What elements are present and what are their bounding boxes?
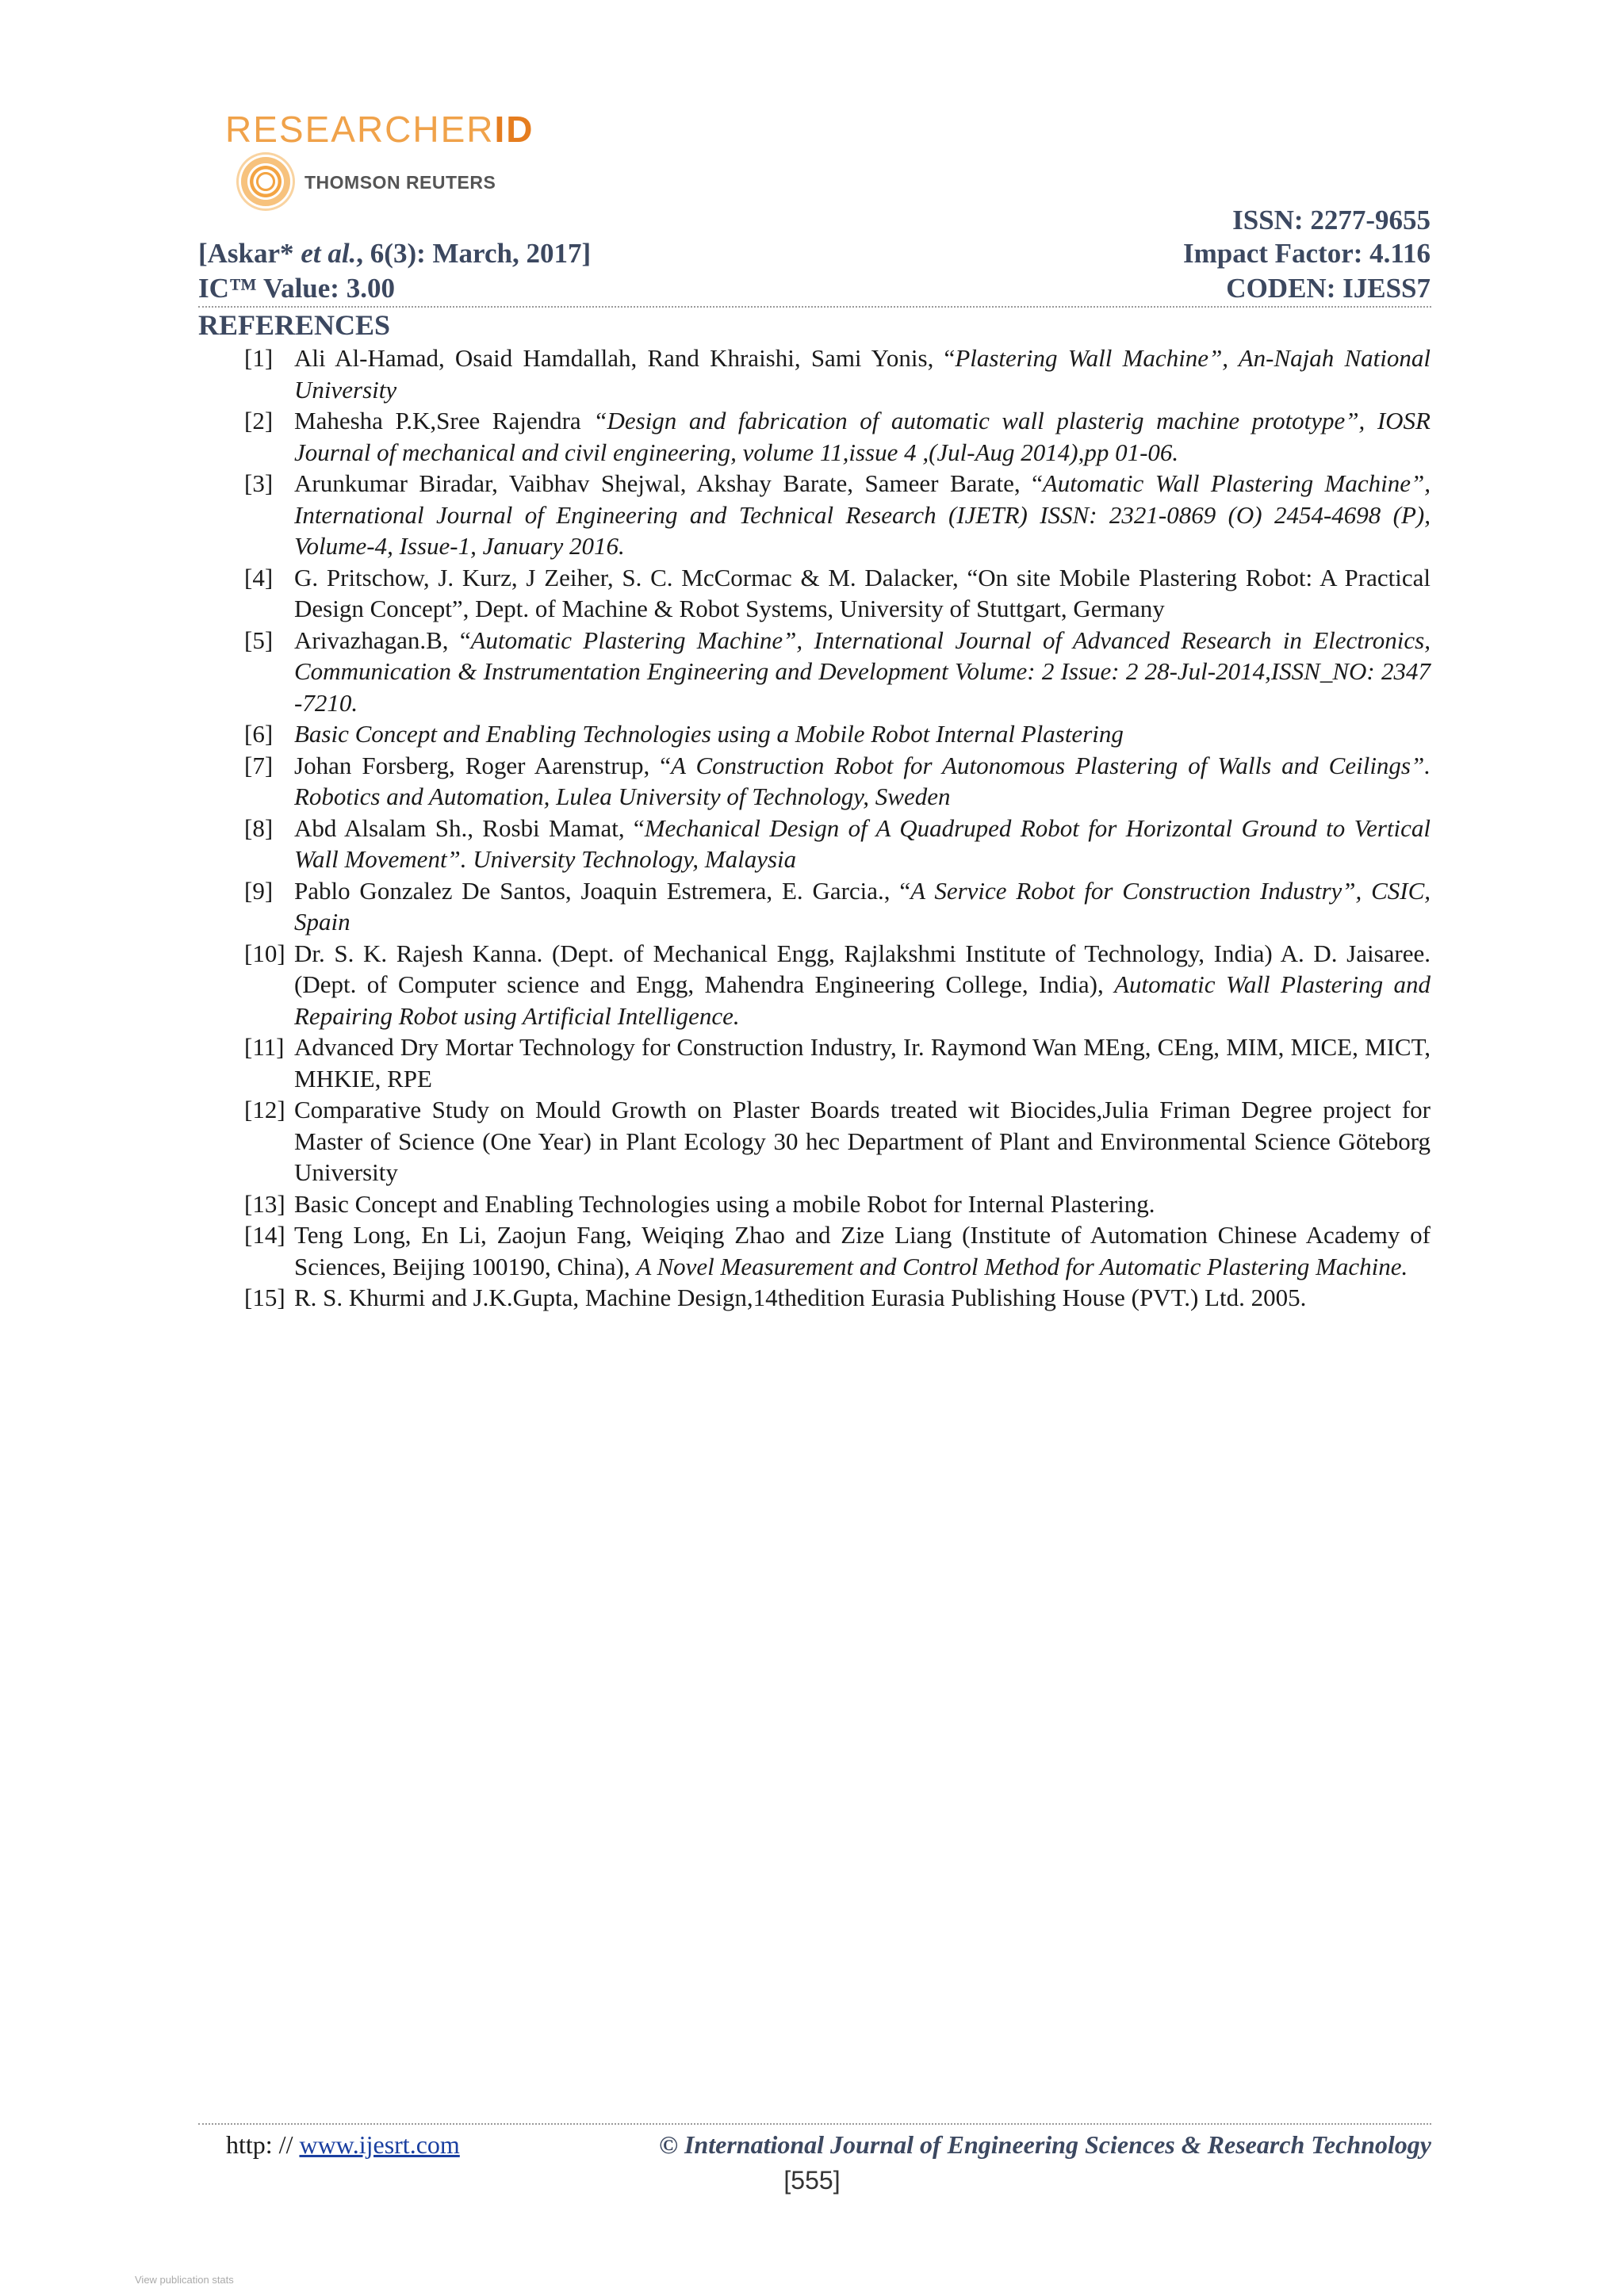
footer-divider <box>198 2123 1431 2125</box>
reference-italic-text: Plastering Wall Machine”, An-Najah National University <box>294 344 1431 404</box>
reference-plain-text: Mahesha P.K,Sree Rajendra <box>294 407 594 434</box>
globe-icon <box>241 157 290 206</box>
reference-plain-text: Pablo Gonzalez De Santos, Joaquin Estremera, E. Garcia., “ <box>294 876 911 905</box>
researcherid-logo <box>225 109 558 220</box>
reference-number: [2] <box>244 407 274 434</box>
reference-item <box>198 750 1431 813</box>
ic-value: IC™ Value: 3.00 <box>198 273 395 304</box>
reference-italic-text: A Construction Robot for Autonomous Plastering of Walls and Ceilings”. Robotics and Automation, Lulea University of Technology, Sweden <box>294 751 1431 810</box>
reference-item <box>198 1282 1431 1314</box>
reference-italic-text: Automatic Wall Plastering and Repairing Robot using Artificial Intelligence. <box>294 970 1431 1030</box>
reference-italic-text: A Service Robot for Construction Industry”, CSIC, Spain <box>294 876 1431 936</box>
reference-number: [9] <box>244 876 274 905</box>
reference-number: [10] <box>244 939 285 967</box>
footer <box>198 2127 1431 2162</box>
reference-item <box>198 718 1431 750</box>
reference-plain-text: R. S. Khurmi and J.K.Gupta, Machine Design,14thedition Eurasia Publishing House (PVT.) Ltd. 2005. <box>294 1284 1307 1311</box>
reference-item <box>198 1031 1431 1094</box>
reference-italic-text: A Novel Measurement and Control Method for Automatic Plastering Machine. <box>636 1252 1408 1280</box>
reference-item <box>198 938 1431 1032</box>
reference-item <box>198 1188 1431 1220</box>
reference-number: [1] <box>244 344 274 372</box>
reference-italic-text: Automatic Wall Plastering Machine”, International Journal of Engineering and Technical Research (IJETR) ISSN: 2321-0869 (O) 2454-4698 (P), Volume-4, Issue-1, January 2016. <box>294 469 1431 560</box>
reference-text <box>294 750 1431 813</box>
coden: CODEN: IJESS7 <box>1226 273 1431 304</box>
logo-wordmark <box>225 109 534 149</box>
reference-text <box>294 625 1431 719</box>
reference-text <box>294 1094 1431 1188</box>
reference-number: [8] <box>244 813 274 842</box>
logo-subtitle: THOMSON REUTERS <box>304 172 496 193</box>
reference-item <box>198 468 1431 562</box>
reference-plain-text: Basic Concept and Enabling Technologies using a mobile Robot for Internal Plastering. <box>294 1189 1155 1218</box>
reference-plain-text: G. Pritschow, J. Kurz, J Zeiher, S. C. McCormac & M. Dalacker, “On site Mobile Plastering Robot: A Practical Design Concept”, Dept. of Machine & Robot Systems, University of Stuttgart, Germany <box>294 563 1431 622</box>
reference-number: [11] <box>244 1033 285 1061</box>
reference-item <box>198 875 1431 938</box>
citation-et-al: et al. <box>301 238 357 269</box>
reference-text <box>294 718 1431 750</box>
reference-number: [15] <box>244 1284 285 1311</box>
references-list <box>198 342 1431 1314</box>
page-number: [555] <box>783 2166 841 2195</box>
reference-text <box>294 342 1431 405</box>
reference-italic-text: “Design and fabrication of automatic wall plasterig machine prototype”, IOSR Journal of mechanical and civil engineering, volume 11,issue 4 ,(Jul-Aug 2014),pp 01-06. <box>294 407 1431 466</box>
reference-item <box>198 562 1431 625</box>
reference-plain-text: Dr. S. K. Rajesh Kanna. (Dept. of Mechanical Engg, Rajlakshmi Institute of Technology, India) A. D. Jaisaree. (Dept. of Computer science and Engg, Mahendra Engineering College, India), <box>294 939 1431 998</box>
reference-plain-text: Teng Long, En Li, Zaojun Fang, Weiqing Zhao and Zize Liang (Institute of Automation Chinese Academy of Sciences, Beijing 100190, China), <box>294 1221 1431 1280</box>
reference-text <box>294 875 1431 938</box>
reference-italic-text: Mechanical Design of A Quadruped Robot for Horizontal Ground to Vertical Wall Movement”. University Technology, Malaysia <box>294 813 1431 873</box>
footer-website <box>226 2127 460 2162</box>
logo-word-part1: RESEARCHER <box>225 109 495 150</box>
reference-number: [5] <box>244 626 274 654</box>
reference-number: [3] <box>244 469 274 497</box>
impact-factor: Impact Factor: 4.116 <box>1182 238 1431 269</box>
reference-text <box>294 1219 1431 1282</box>
reference-item <box>198 1094 1431 1188</box>
reference-number: [7] <box>244 751 274 779</box>
reference-item <box>198 342 1431 405</box>
reference-plain-text: Ali Al-Hamad, Osaid Hamdallah, Rand Khraishi, Sami Yonis, “ <box>294 344 956 372</box>
logo-word-part2: ID <box>494 109 534 150</box>
reference-item <box>198 405 1431 468</box>
issn: ISSN: 2277-9655 <box>1232 205 1431 235</box>
reference-text <box>294 938 1431 1032</box>
reference-item <box>198 813 1431 875</box>
reference-number: [12] <box>244 1096 285 1123</box>
citation-issue: , 6(3): March, 2017] <box>356 238 592 269</box>
reference-text <box>294 468 1431 562</box>
reference-number: [13] <box>244 1189 285 1218</box>
footer-journal-name: © International Journal of Engineering Sciences & Research Technology <box>659 2130 1431 2159</box>
journal-website-link[interactable]: www.ijesrt.com <box>299 2130 460 2159</box>
reference-item <box>198 1219 1431 1282</box>
reference-number: [4] <box>244 563 274 591</box>
reference-item <box>198 625 1431 719</box>
reference-italic-text: Basic Concept and Enabling Technologies using a Mobile Robot Internal Plastering <box>294 720 1124 748</box>
reference-plain-text: Johan Forsberg, Roger Aarenstrup, “ <box>294 751 672 779</box>
citation <box>198 236 591 271</box>
view-publication-stats-link[interactable]: View publication stats <box>135 2274 234 2286</box>
reference-plain-text: Arunkumar Biradar, Vaibhav Shejwal, Akshay Barate, Sameer Barate, “ <box>294 469 1043 497</box>
footer-http-prefix: http: // <box>226 2130 300 2159</box>
reference-text <box>294 1188 1431 1220</box>
reference-text <box>294 562 1431 625</box>
reference-plain-text: Arivazhagan.B, “ <box>294 626 471 654</box>
reference-plain-text: Advanced Dry Mortar Technology for Construction Industry, Ir. Raymond Wan MEng, CEng, MIM, MICE, MICT, MHKIE, RPE <box>294 1033 1431 1093</box>
reference-number: [6] <box>244 720 274 748</box>
reference-text <box>294 1282 1431 1314</box>
citation-authors: [Askar* <box>198 238 301 269</box>
reference-text <box>294 1031 1431 1094</box>
reference-plain-text: Abd Alsalam Sh., Rosbi Mamat, “ <box>294 813 645 842</box>
reference-italic-text: Automatic Plastering Machine”, International Journal of Advanced Research in Electronics, Communication & Instrumentation Engineering and Development Volume: 2 Issue: 2 28-Jul-2014,ISSN_NO: 2347 -7210. <box>294 626 1431 717</box>
reference-number: [14] <box>244 1221 285 1249</box>
reference-plain-text: Comparative Study on Mould Growth on Plaster Boards treated wit Biocides,Julia Friman Degree project for Master of Science (One Year) in Plant Ecology 30 hec Department of Plant and Environmental Science Göteborg University <box>294 1096 1431 1186</box>
reference-text <box>294 405 1431 468</box>
references-heading: REFERENCES <box>198 309 391 341</box>
reference-text <box>294 813 1431 875</box>
